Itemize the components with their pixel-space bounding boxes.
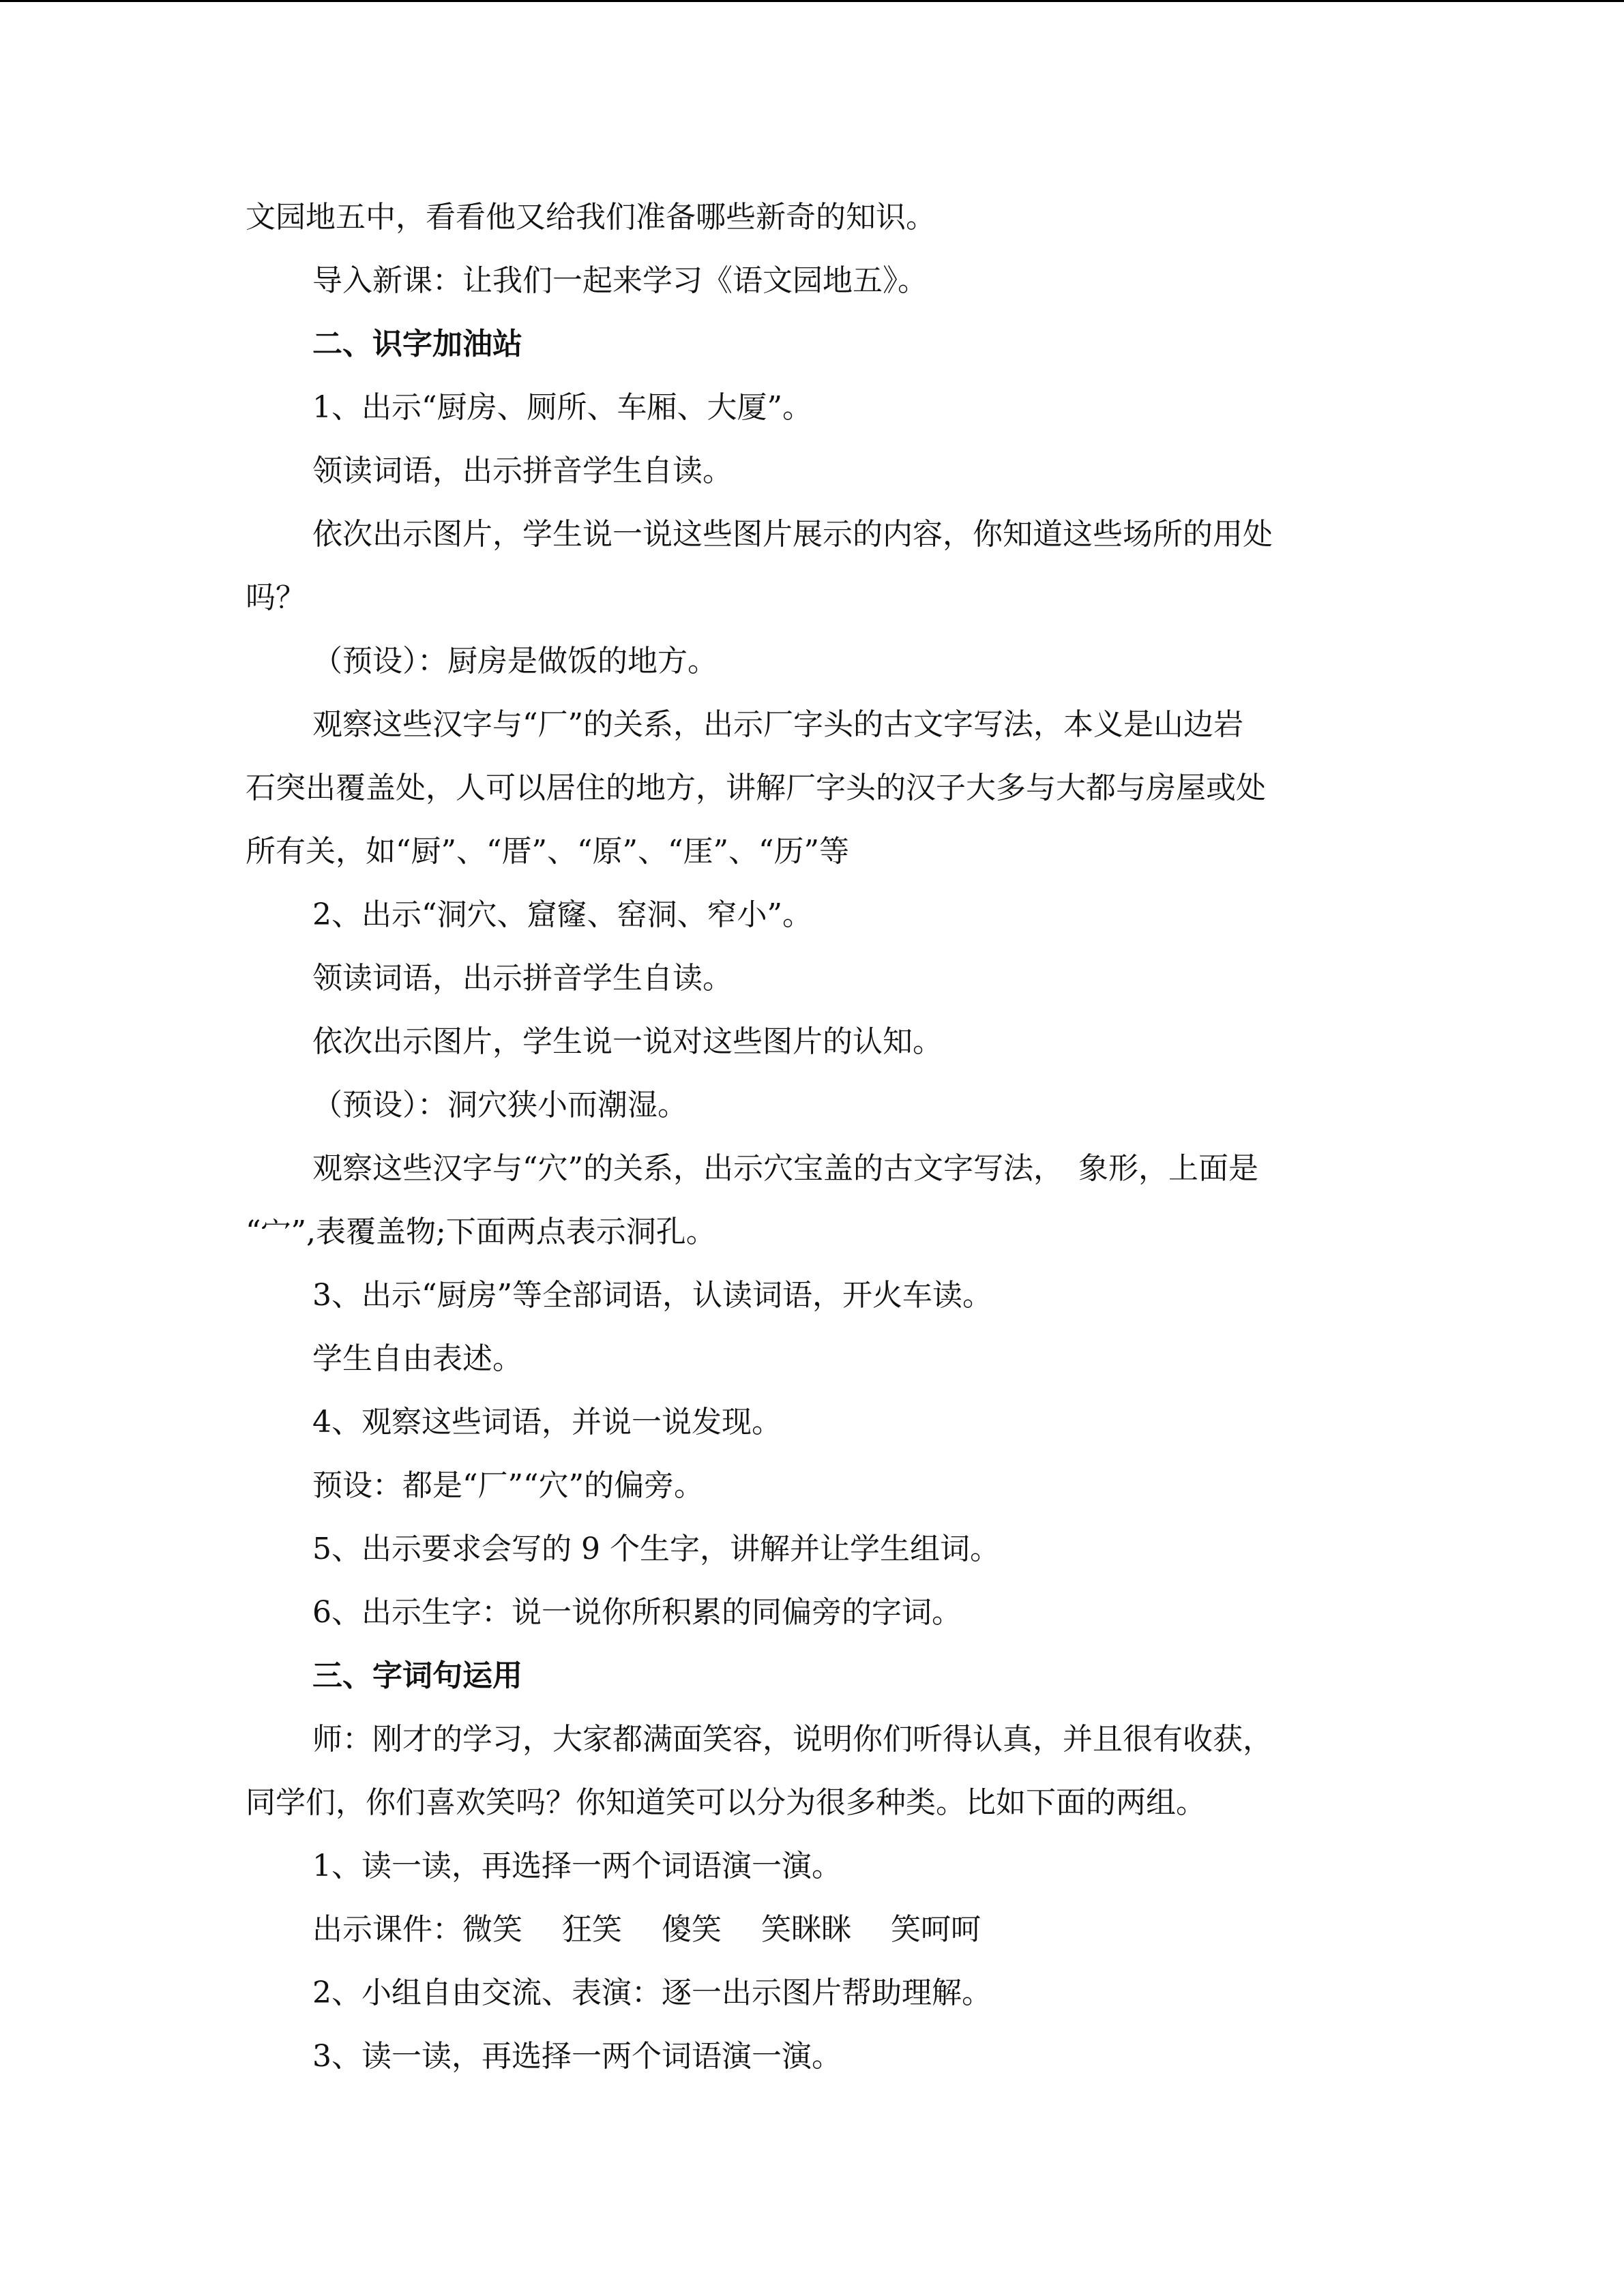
paragraph-line: 3、出示“厨房”等全部词语，认读词语，开火车读。 <box>312 1278 992 1313</box>
paragraph-line: 2、小组自由交流、表演：逐一出示图片帮助理解。 <box>312 1976 992 2010</box>
paragraph-line: 吗？ <box>246 580 306 615</box>
paragraph-line: 学生自由表述。 <box>312 1341 522 1376</box>
paragraph-line: 4、观察这些词语，并说一说发现。 <box>312 1405 782 1440</box>
paragraph-line: 观察这些汉字与“厂”的关系，出示厂字头的古文字写法，本义是山边岩 <box>312 707 1243 742</box>
paragraph-line: 1、出示“厨房、厕所、车厢、大厦”。 <box>312 390 812 425</box>
paragraph-line: 依次出示图片，学生说一说对这些图片的认知。 <box>312 1024 943 1059</box>
document-body <box>246 195 1378 2098</box>
paragraph-line: 导入新课：让我们一起来学习《语文园地五》。 <box>312 263 928 298</box>
section-heading: 三、字词句运用 <box>312 1658 522 1693</box>
paragraph-line: 领读词语，出示拼音学生自读。 <box>312 961 733 996</box>
paragraph-line: 2、出示“洞穴、窟窿、窑洞、窄小”。 <box>312 897 812 932</box>
paragraph-line: 3、读一读，再选择一两个词语演一演。 <box>312 2039 842 2074</box>
paragraph-line: 1、读一读，再选择一两个词语演一演。 <box>312 1849 842 1883</box>
paragraph-line: 文园地五中，看看他又给我们准备哪些新奇的知识。 <box>246 200 936 235</box>
paragraph-line: 观察这些汉字与“穴”的关系，出示穴宝盖的古文字写法， 象形，上面是 <box>312 1151 1258 1186</box>
paragraph-line: 同学们，你们喜欢笑吗？你知道笑可以分为很多种类。比如下面的两组。 <box>246 1785 1206 1820</box>
paragraph-line: 所有关，如“厨”、“厝”、“原”、“厓”、“历”等 <box>246 834 849 869</box>
paragraph-line: 师：刚才的学习，大家都满面笑容，说明你们听得认真，并且很有收获， <box>312 1722 1273 1757</box>
paragraph-line: “宀”,表覆盖物;下面两点表示洞孔。 <box>246 1214 716 1249</box>
section-heading: 二、识字加油站 <box>312 327 522 361</box>
paragraph-line: 预设：都是“厂”“穴”的偏旁。 <box>312 1468 704 1503</box>
paragraph-line: （预设）：洞穴狭小而潮湿。 <box>312 1088 688 1122</box>
paragraph-line: 石突出覆盖处，人可以居住的地方，讲解厂字头的汉子大多与大都与房屋或处 <box>246 771 1266 805</box>
paragraph-line: （预设）：厨房是做饭的地方。 <box>312 644 718 679</box>
paragraph-line: 依次出示图片，学生说一说这些图片展示的内容，你知道这些场所的用处 <box>312 517 1273 552</box>
paragraph-line: 出示课件：微笑 狂笑 傻笑 笑眯眯 笑呵呵 <box>312 1912 981 1947</box>
paragraph-line: 5、出示要求会写的 9 个生字，讲解并让学生组词。 <box>312 1532 1000 1566</box>
paragraph-line: 领读词语，出示拼音学生自读。 <box>312 453 733 488</box>
paragraph-line: 6、出示生字：说一说你所积累的同偏旁的字词。 <box>312 1595 962 1630</box>
